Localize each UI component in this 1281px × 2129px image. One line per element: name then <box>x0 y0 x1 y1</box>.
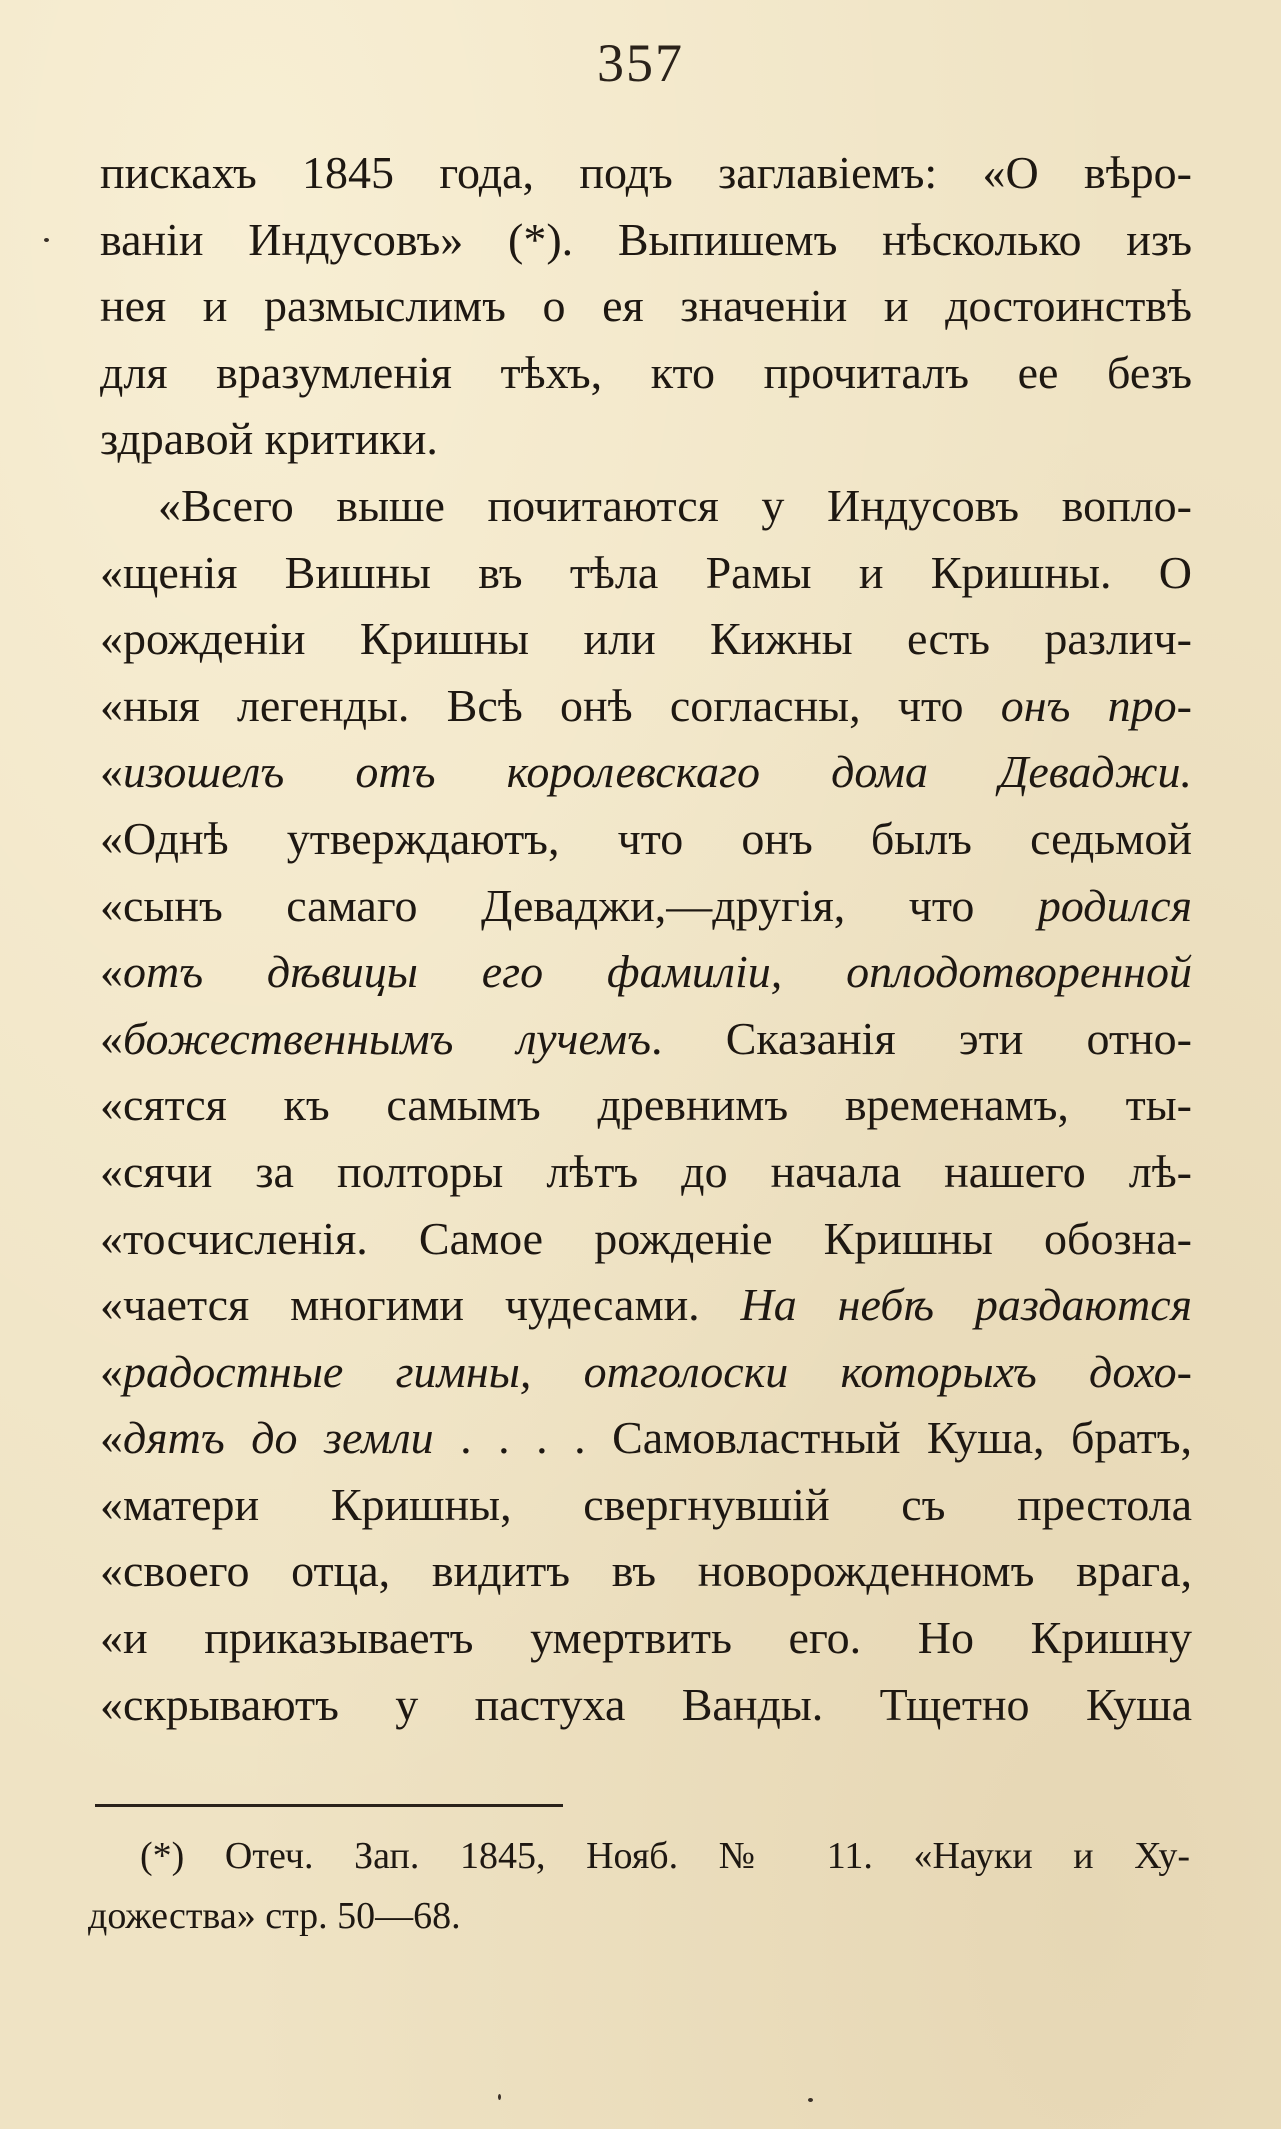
text-line <box>100 739 1192 806</box>
text-segment: « <box>100 1412 123 1464</box>
italic-text-segment: изошелъ отъ королевскаго дома Деваджи. <box>123 746 1192 798</box>
text-line <box>100 473 1192 540</box>
text-line <box>100 606 1192 673</box>
italic-text-segment: онъ про- <box>1000 679 1192 731</box>
text-segment: « <box>100 746 123 798</box>
text-segment: «Однѣ утверждаютъ, что онъ былъ седьмой <box>100 812 1192 864</box>
italic-text-segment: На небѣ раздаются <box>740 1279 1192 1331</box>
text-segment: « <box>100 1012 123 1064</box>
text-segment: «щенія Вишны въ тѣла Рамы и Кришны. О <box>100 546 1192 598</box>
text-segment: «ныя легенды. Всѣ онѣ согласны, что <box>100 679 1001 731</box>
text-line <box>100 273 1192 340</box>
text-segment: « <box>100 1345 123 1397</box>
text-line <box>100 1072 1192 1139</box>
text-segment: «чается многими чудесами. <box>100 1279 741 1331</box>
italic-text-segment: родился <box>1037 879 1192 931</box>
body-text <box>100 140 1192 1738</box>
text-segment: пискахъ 1845 года, подъ заглавіемъ: «О вѣро- <box>100 147 1192 198</box>
text-segment: «рожденіи Кришны или Кижны есть различ- <box>100 613 1192 665</box>
footnote <box>88 1826 1190 1946</box>
text-segment: . . . . Самовластный Куша, братъ, <box>433 1412 1192 1464</box>
text-segment: для вразумленія тѣхъ, кто прочиталъ ее безъ <box>100 346 1192 398</box>
text-line <box>100 1339 1192 1406</box>
italic-text-segment: отъ дѣвицы его фамиліи, оплодотворенной <box>123 946 1192 998</box>
text-line <box>100 673 1192 740</box>
text-line <box>100 207 1192 274</box>
paper-speck <box>498 2094 501 2100</box>
text-line <box>100 1139 1192 1206</box>
text-line <box>100 873 1192 940</box>
text-line <box>100 1672 1192 1739</box>
paper-speck <box>808 2098 813 2102</box>
text-line <box>100 340 1192 407</box>
text-segment: нея и размыслимъ о ея значеніи и достоинствѣ <box>100 280 1192 332</box>
italic-text-segment: дятъ до земли <box>123 1412 434 1464</box>
text-segment: «и приказываетъ умертвить его. Но Кришну <box>100 1612 1192 1664</box>
text-segment: «сячи за полторы лѣтъ до начала нашего лѣ- <box>100 1145 1192 1197</box>
text-segment: «матери Кришны, свергнувшій съ престола <box>100 1478 1192 1530</box>
text-segment: «своего отца, видитъ въ новорожденномъ врага, <box>100 1545 1192 1597</box>
text-line <box>100 1206 1192 1273</box>
text-segment: . Сказанія эти отно- <box>650 1012 1192 1064</box>
text-line <box>100 939 1192 1006</box>
text-segment: «Всего выше почитаются у Индусовъ вопло- <box>158 479 1192 531</box>
text-segment: «тосчисленія. Самое рожденіе Кришны обозна- <box>100 1212 1192 1264</box>
footnote-divider <box>95 1804 563 1807</box>
text-segment: ваніи Индусовъ» (*). Выпишемъ нѣсколько изъ <box>100 213 1192 265</box>
text-line <box>100 806 1192 873</box>
text-line <box>100 540 1192 607</box>
italic-text-segment: божественнымъ лучемъ <box>123 1012 651 1064</box>
text-segment: здравой критики. <box>100 413 438 465</box>
text-line <box>100 1538 1192 1605</box>
text-segment: « <box>100 946 123 998</box>
footnote-line-2: дожества» стр. 50—68. <box>88 1895 461 1937</box>
text-line <box>100 1006 1192 1073</box>
text-segment: «сынъ самаго Деваджи,—другія, что <box>100 879 1038 931</box>
text-line <box>100 140 1192 207</box>
page-number: 357 <box>597 33 684 93</box>
paper-speck <box>44 238 49 242</box>
text-segment: «сятся къ самымъ древнимъ временамъ, ты- <box>100 1079 1192 1131</box>
text-line <box>100 406 1192 473</box>
footnote-line-1: (*) Отеч. Зап. 1845, Нояб. № 11. «Науки и Ху- <box>140 1835 1190 1877</box>
text-line <box>100 1405 1192 1472</box>
text-segment: «скрываютъ у пастуха Ванды. Тщетно Куша <box>100 1678 1192 1730</box>
text-line <box>100 1472 1192 1539</box>
italic-text-segment: радостные гимны, отголоски которыхъ дохо- <box>123 1345 1192 1397</box>
text-line <box>100 1605 1192 1672</box>
text-line <box>100 1272 1192 1339</box>
